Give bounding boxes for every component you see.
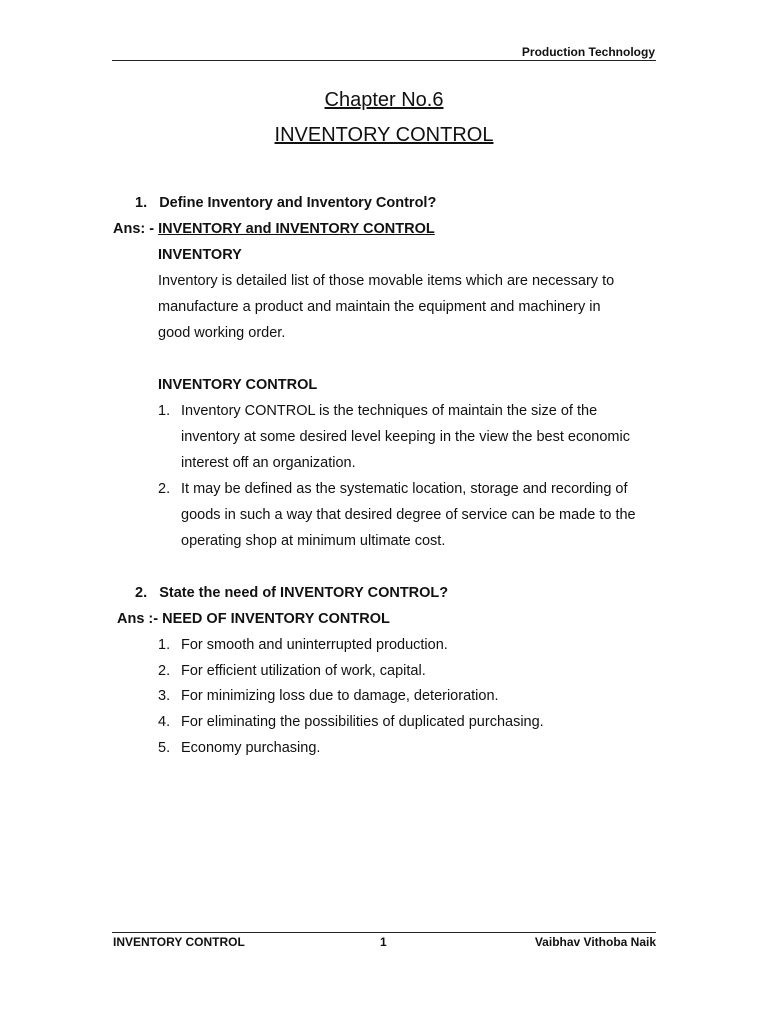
answer-1-title: INVENTORY and INVENTORY CONTROL — [158, 221, 435, 237]
control-item-line: inventory at some desired level keeping in the view the best economic — [181, 429, 630, 445]
page-number: 1 — [380, 935, 387, 949]
question-2 — [135, 580, 448, 606]
control-item-line: It may be defined as the systematic location, storage and recording of — [181, 481, 628, 497]
question-1-text: Define Inventory and Inventory Control? — [159, 195, 437, 211]
page-title: INVENTORY CONTROL — [274, 124, 494, 146]
need-item-text: For eliminating the possibilities of duplicated purchasing. — [181, 714, 544, 730]
question-1-number: 1. — [135, 195, 148, 211]
header-title: Production Technology — [521, 45, 655, 59]
question-1 — [135, 190, 436, 216]
control-item-line: goods in such a way that desired degree of service can be made to the — [181, 507, 636, 523]
control-item-number: 2. — [158, 481, 171, 497]
inventory-heading: INVENTORY — [158, 247, 242, 263]
inventory-definition-line: manufacture a product and maintain the equipment and machinery in — [158, 299, 601, 315]
footer-chapter-name: INVENTORY CONTROL — [113, 935, 245, 949]
need-item-number: 3. — [158, 688, 171, 704]
footer-divider — [112, 932, 656, 933]
need-item-number: 1. — [158, 637, 171, 653]
answer-2-heading: Ans :- NEED OF INVENTORY CONTROL — [117, 611, 390, 627]
need-item-text: Economy purchasing. — [181, 740, 321, 756]
control-item-number: 1. — [158, 403, 171, 419]
control-item-line: Inventory CONTROL is the techniques of maintain the size of the — [181, 403, 598, 419]
need-item-number: 5. — [158, 740, 171, 756]
answer-1-heading — [113, 216, 435, 242]
inventory-definition-line: good working order. — [158, 325, 286, 341]
need-item-text: For smooth and uninterrupted production. — [181, 637, 448, 653]
need-item-number: 2. — [158, 663, 171, 679]
need-item-text: For efficient utilization of work, capital. — [181, 663, 426, 679]
control-item-line: operating shop at minimum ultimate cost. — [181, 533, 446, 549]
header-divider — [112, 60, 656, 61]
question-2-text: State the need of INVENTORY CONTROL? — [159, 585, 449, 601]
answer-1-prefix: Ans: - — [113, 221, 159, 237]
chapter-number: Chapter No.6 — [324, 89, 444, 111]
control-item-line: interest off an organization. — [181, 455, 356, 471]
need-item-number: 4. — [158, 714, 171, 730]
question-2-number: 2. — [135, 585, 148, 601]
inventory-control-heading: INVENTORY CONTROL — [158, 377, 318, 393]
footer-author: Vaibhav Vithoba Naik — [534, 935, 656, 949]
need-item-text: For minimizing loss due to damage, deterioration. — [181, 688, 499, 704]
inventory-definition-line: Inventory is detailed list of those movable items which are necessary to — [158, 273, 615, 289]
